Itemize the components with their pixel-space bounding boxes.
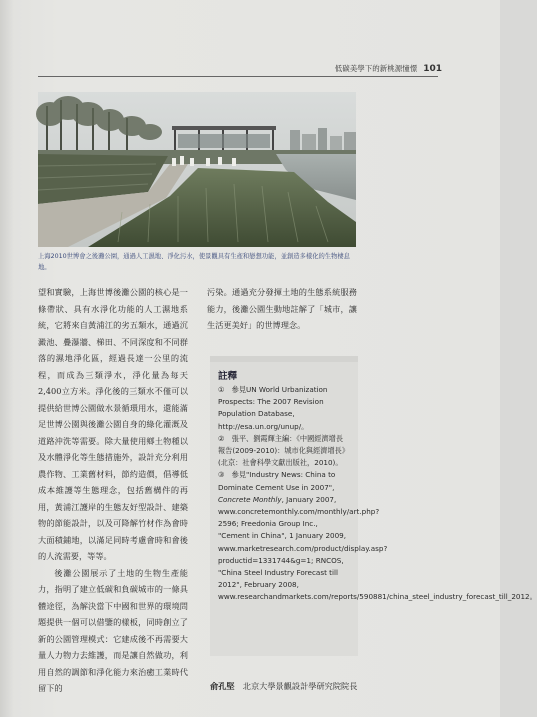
author-title: 北京大學景觀設計學研究院院長 [242, 681, 358, 691]
running-head [335, 63, 442, 74]
park-photo [38, 92, 356, 247]
page-number: 101 [423, 64, 442, 74]
photo-caption: 上海2010世博會之後灘公園，通過人工濕地、淨化污水，使景觀具有生產和戀想功能，並創造多樣化的生物棲息地。 [38, 253, 350, 271]
author-credit [210, 678, 370, 694]
notes-title: 註釋 [218, 371, 238, 382]
header-rule [38, 76, 438, 77]
running-title: 低碳美學下的新桃源憧憬 [334, 64, 418, 73]
body-column-left [38, 284, 188, 697]
body-column-right: 污染。通過充分發揮土地的生態系統服務能力，後灘公園生動地註解了「城市，讓生活更美好」的世博理念。 [207, 287, 357, 330]
note-2: ② 張平、劉霞輝主編：《中國經濟增長報告(2009-2010)：城市化與經濟增長》(北京：社會科學文獻出版社，2010)。 [218, 433, 350, 468]
body-paragraph: 望和實驗，上海世博後灘公園的核心是一條帶狀、具有水淨化功能的人工濕地系統，它將來自黃浦江的劣五類水，通過沉澱池、疊瀑牆、梯田、不同深度和不同群落的濕地淨化區，經過長達一公里的流程，而成為三類淨水，淨化量為每天2,400立方米。淨化後的三類水不僅可以提供給世博公園做水景循環用水，還能滿足世博公園與後灘公園自身的綠化灌溉及道路沖洗等需要。除大量使用鄉土物種以及水體淨化等生態措施外，設計充分利用農作物、工業舊材料，節約造價，倡導低成本維護等生態理念，包括舊構件的再用，黃浦江護岸的生態友好型設計、建築物的節能設計，以及可降解竹材作為會時大面積鋪地，以滿足同時考慮會時和會後的人流需要，等等。 [38, 287, 188, 561]
note-3-journal-title: Concrete Monthly [218, 494, 282, 504]
body-paragraph: 後灘公園展示了土地的生物生產能力，指明了建立低碳和負碳城市的一條具體途徑，為解決當下中國和世界的環境問題提供一個可以借鑒的樣板，同時創立了新的公園管理模式：它建成後不再需要大量人力物力去維護，而是讓自然做功，利用自然的調節和淨化能力來治癒工業時代留下的 [38, 567, 188, 693]
author-name: 俞孔堅 [210, 681, 235, 691]
notes-box [210, 356, 537, 656]
note-3-part-b: , January 2007, www.concretemonthly.com/monthly/art.php?2596; Freedonia Group Inc., "Cement in China", 1 January 2009, www.marketresearch.com/product/display.asp?productid=1331744&g=1; RNCOS, "China Steel Industry Forecast till 2012", February 2008, www.researchandmarkets.com/reports/590881/china_steel_industry_forecast_till_2012。 [218, 494, 537, 602]
note-3 [218, 469, 537, 603]
note-3-part-a: ③ 參見"Industry News: China to Dominate Cement Use in 2007", [218, 470, 336, 492]
note-1: ① 參見UN World Urbanization Prospects: The 2007 Revision Population Database, http://esa.un.org/unup/。 [218, 385, 328, 431]
